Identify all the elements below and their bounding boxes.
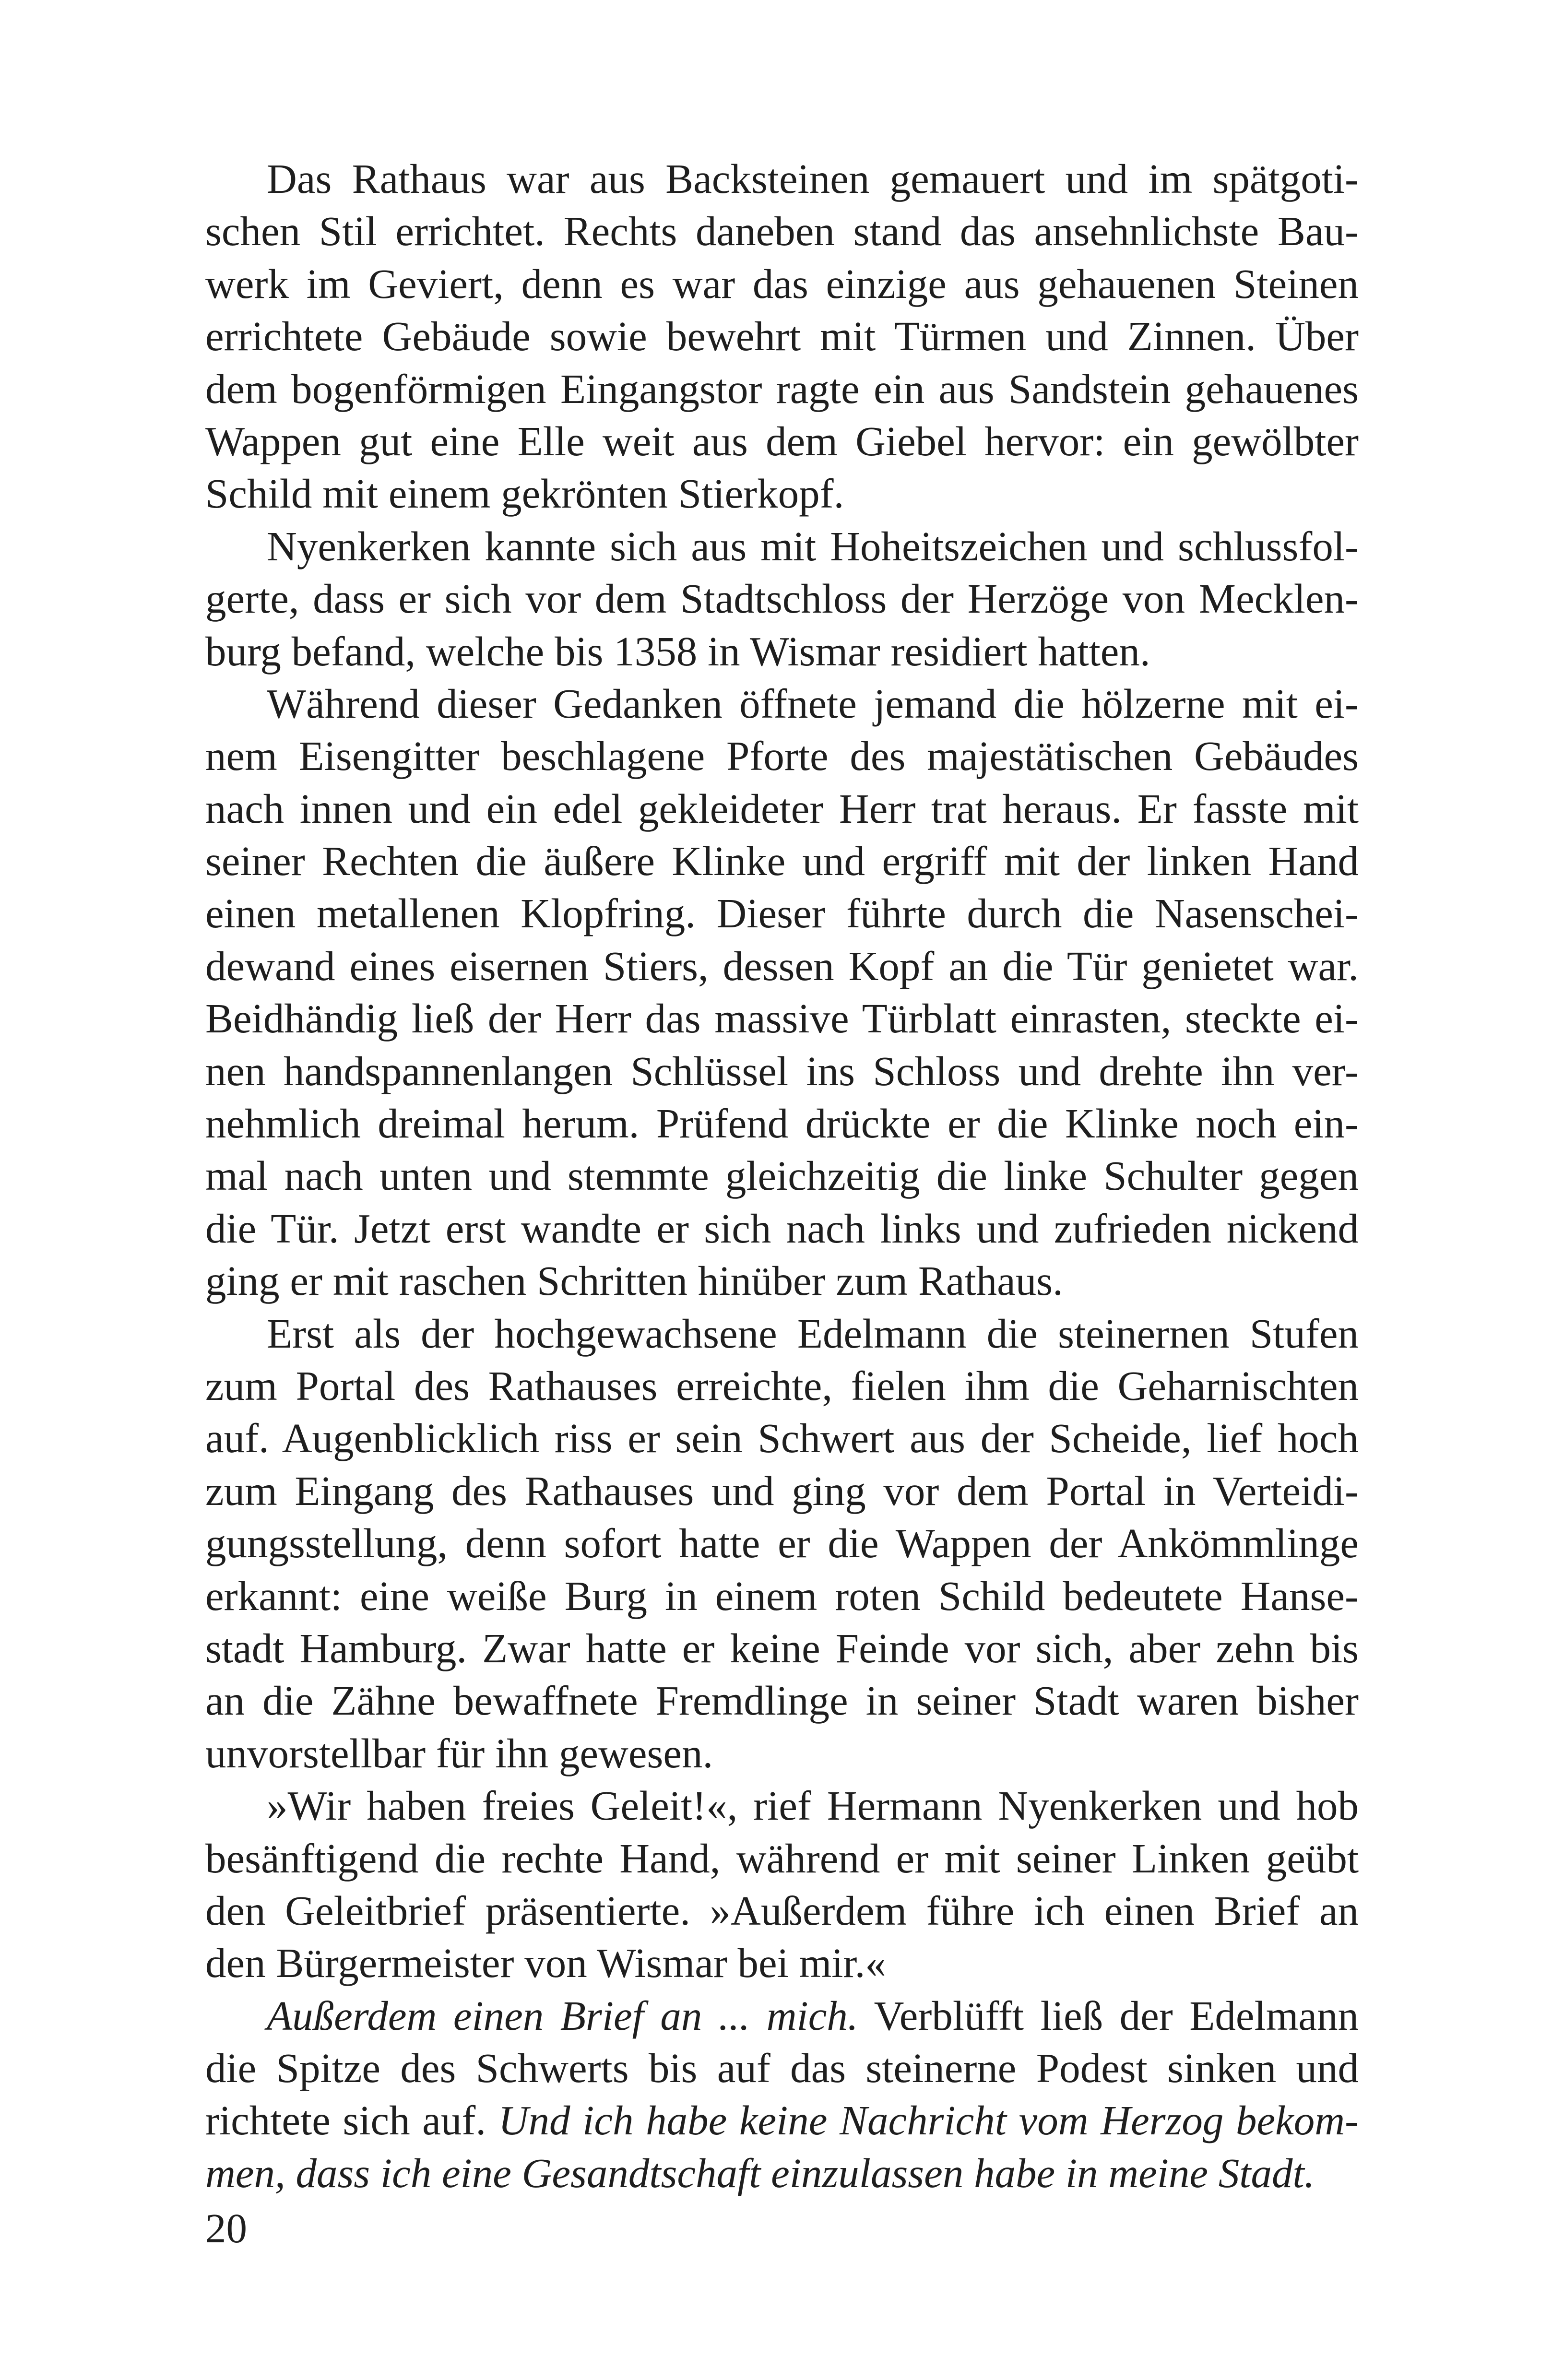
text-line: dewand eines eisernen Stiers, dessen Kopf an die Tür genietet war. [205,942,1359,989]
text-line: nem Eisengitter beschlagene Pforte des majestätischen Gebäudes [205,733,1359,780]
text-line: unvorstellbar für ihn gewesen. [205,1729,713,1776]
text-line: Schild mit einem gekrönten Stierkopf. [205,470,844,517]
body-text [205,153,1359,2199]
text-line: an die Zähne bewaffnete Fremdlinge in seiner Stadt waren bisher [205,1677,1359,1724]
text-line: den Geleitbrief präsentierte. »Außerdem führe ich einen Brief an [205,1887,1359,1934]
text-line: den Bürgermeister von Wismar bei mir.« [205,1940,886,1987]
italic-thought: Außerdem einen Brief an ... mich. [267,1992,858,2039]
text-line: werk im Geviert, denn es war das einzige aus gehauenen Steinen [205,260,1359,307]
text-line [205,2042,1359,2094]
text-line [205,2147,1359,2199]
page-number: 20 [205,2205,247,2251]
text-span: Verblüfft ließ der Edelmann [858,1992,1359,2039]
text-line [205,2094,1359,2146]
text-line: besänftigend die rechte Hand, während er mit seiner Linken geübt [205,1835,1359,1882]
text-line: »Wir haben freies Geleit!«, rief Hermann Nyenkerken und hob [267,1782,1359,1829]
text-line [205,1989,1359,2042]
text-line: erkannt: eine weiße Burg in einem roten Schild bedeutete Hanse- [205,1572,1359,1619]
text-line: mal nach unten und stemmte gleichzeitig die linke Schulter gegen [205,1152,1359,1199]
text-line: gungsstellung, denn sofort hatte er die Wappen der Ankömmlinge [205,1520,1359,1567]
text-line: zum Portal des Rathauses erreichte, fielen ihm die Geharnischten [205,1362,1359,1409]
text-line: errichtete Gebäude sowie bewehrt mit Türmen und Zinnen. Über [205,313,1359,360]
text-line: nehmlich dreimal herum. Prüfend drückte er die Klinke noch ein- [205,1100,1359,1147]
text-line: auf. Augenblicklich riss er sein Schwert aus der Scheide, lief hoch [205,1415,1359,1462]
text-line: Erst als der hochgewachsene Edelmann die steinernen Stufen [267,1310,1359,1357]
italic-thought: men, dass ich eine Gesandtschaft einzulassen habe in meine Stadt. [205,2149,1315,2196]
text-line: ging er mit raschen Schritten hinüber zum Rathaus. [205,1257,1063,1304]
text-line: gerte, dass er sich vor dem Stadtschloss der Herzöge von Mecklen- [205,575,1359,622]
text-line: nach innen und ein edel gekleideter Herr trat heraus. Er fasste mit [205,785,1359,832]
text-line: Nyenkerken kannte sich aus mit Hoheitszeichen und schlussfol- [267,522,1359,569]
text-line: dem bogenförmigen Eingangstor ragte ein aus Sandstein gehauenes [205,365,1359,412]
text-line: burg befand, welche bis 1358 in Wismar residiert hatten. [205,628,1150,675]
text-line: einen metallenen Klopfring. Dieser führte durch die Nasenschei- [205,890,1359,937]
text-line: schen Stil errichtet. Rechts daneben stand das ansehnlichste Bau- [205,208,1359,255]
italic-thought: Und ich habe keine Nachricht vom Herzog bekom- [498,2097,1359,2144]
text-line: Während dieser Gedanken öffnete jemand die hölzerne mit ei- [267,680,1359,727]
text-line: seiner Rechten die äußere Klinke und ergriff mit der linken Hand [205,838,1359,885]
text-line: die Tür. Jetzt erst wandte er sich nach links und zufrieden nickend [205,1205,1359,1252]
text-line: zum Eingang des Rathauses und ging vor dem Portal in Verteidi- [205,1467,1359,1514]
text-line: Wappen gut eine Elle weit aus dem Giebel hervor: ein gewölbter [205,417,1359,464]
text-span: richtete sich auf. [205,2097,498,2144]
text-line: stadt Hamburg. Zwar hatte er keine Feinde vor sich, aber zehn bis [205,1624,1359,1671]
text-line: Das Rathaus war aus Backsteinen gemauert und im spätgoti- [267,155,1359,202]
text-span: die Spitze des Schwerts bis auf das steinerne Podest sinken und [205,2045,1359,2092]
text-line: Beidhändig ließ der Herr das massive Türblatt einrasten, steckte ei- [205,995,1359,1042]
text-line: nen handspannenlangen Schlüssel ins Schloss und drehte ihn ver- [205,1047,1359,1094]
